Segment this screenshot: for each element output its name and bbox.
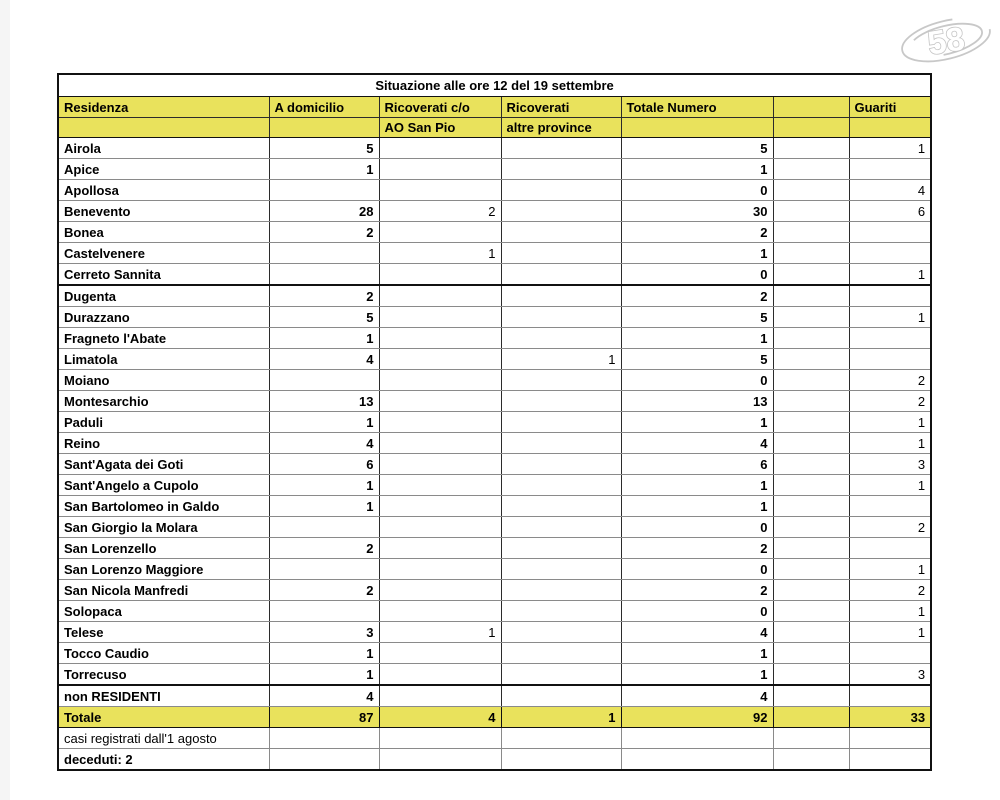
cell-residenza: Montesarchio: [58, 391, 269, 412]
cell-a-domicilio: 1: [269, 159, 379, 180]
col-header-ricoverati-altre: Ricoverati: [501, 97, 621, 118]
cell-guariti: [849, 538, 931, 559]
cell-ricoverati-altre: [501, 538, 621, 559]
cell-ricoverati-altre: [501, 285, 621, 307]
col-header-totale-numero: Totale Numero: [621, 97, 773, 118]
total-guariti: 33: [849, 707, 931, 728]
cell-totale-numero: 4: [621, 433, 773, 454]
footer-empty-cell: [379, 749, 501, 771]
cell-a-domicilio: [269, 180, 379, 201]
cell-empty: [773, 307, 849, 328]
cell-ricoverati-altre: [501, 307, 621, 328]
table-row: [58, 180, 931, 201]
cell-empty: [773, 285, 849, 307]
footer-empty-cell: [269, 728, 379, 749]
cell-empty: [773, 222, 849, 243]
cell-a-domicilio: 1: [269, 328, 379, 349]
cell-a-domicilio: 1: [269, 412, 379, 433]
cell-ricoverati-sanpio: [379, 285, 501, 307]
cell-ricoverati-altre: [501, 643, 621, 664]
cell-guariti: [849, 222, 931, 243]
total-row: [58, 707, 931, 728]
cell-totale-numero: 1: [621, 159, 773, 180]
cell-ricoverati-sanpio: 1: [379, 622, 501, 643]
cell-guariti: 1: [849, 433, 931, 454]
table-row: [58, 643, 931, 664]
cell-ricoverati-sanpio: [379, 664, 501, 686]
table-row: [58, 138, 931, 159]
cell-ricoverati-altre: [501, 159, 621, 180]
cell-empty: [773, 370, 849, 391]
table-head-section: [58, 74, 931, 138]
total-totale-numero: 92: [621, 707, 773, 728]
cell-residenza: Sant'Angelo a Cupolo: [58, 475, 269, 496]
cell-ricoverati-altre: [501, 264, 621, 286]
cell-empty: [773, 328, 849, 349]
table-row: [58, 685, 931, 707]
cell-ricoverati-sanpio: [379, 412, 501, 433]
table-row: [58, 580, 931, 601]
cell-guariti: 3: [849, 664, 931, 686]
cell-guariti: [849, 685, 931, 707]
cell-totale-numero: 5: [621, 307, 773, 328]
cell-residenza: Dugenta: [58, 285, 269, 307]
cell-empty: [773, 685, 849, 707]
table-title: Situazione alle ore 12 del 19 settembre: [58, 74, 931, 97]
col-header-guariti: Guariti: [849, 97, 931, 118]
cell-ricoverati-altre: [501, 201, 621, 222]
cell-ricoverati-sanpio: [379, 180, 501, 201]
cell-residenza: Benevento: [58, 201, 269, 222]
cell-totale-numero: 4: [621, 685, 773, 707]
cell-empty: [773, 264, 849, 286]
cell-empty: [773, 243, 849, 264]
cell-ricoverati-altre: [501, 138, 621, 159]
cell-guariti: 1: [849, 622, 931, 643]
cell-a-domicilio: [269, 370, 379, 391]
cell-totale-numero: 1: [621, 412, 773, 433]
cell-guariti: [849, 159, 931, 180]
cell-residenza: San Lorenzo Maggiore: [58, 559, 269, 580]
footer-note-deceduti: deceduti: 2: [58, 749, 269, 771]
cell-a-domicilio: 2: [269, 538, 379, 559]
cell-ricoverati-altre: [501, 559, 621, 580]
cell-ricoverati-altre: [501, 222, 621, 243]
cell-empty: [773, 559, 849, 580]
table-row: [58, 349, 931, 370]
cell-empty: [773, 159, 849, 180]
footer-empty-cell: [849, 728, 931, 749]
cell-empty: [773, 475, 849, 496]
cell-ricoverati-sanpio: [379, 601, 501, 622]
cell-guariti: 1: [849, 307, 931, 328]
cell-a-domicilio: [269, 559, 379, 580]
table-row: [58, 538, 931, 559]
logo-58-text: 58: [925, 19, 968, 62]
cell-residenza: San Lorenzello: [58, 538, 269, 559]
cell-totale-numero: 0: [621, 601, 773, 622]
table-row: [58, 454, 931, 475]
cell-empty: [773, 412, 849, 433]
cell-ricoverati-sanpio: [379, 538, 501, 559]
situation-table-container: [57, 73, 932, 771]
cell-guariti: 4: [849, 180, 931, 201]
cell-a-domicilio: 28: [269, 201, 379, 222]
cell-residenza: Airola: [58, 138, 269, 159]
cell-guariti: 1: [849, 412, 931, 433]
cell-totale-numero: 13: [621, 391, 773, 412]
cell-totale-numero: 2: [621, 538, 773, 559]
cell-ricoverati-altre: [501, 517, 621, 538]
title-row: [58, 74, 931, 97]
cell-a-domicilio: [269, 243, 379, 264]
cell-ricoverati-sanpio: [379, 159, 501, 180]
cell-totale-numero: 1: [621, 328, 773, 349]
total-ricoverati-sanpio: 4: [379, 707, 501, 728]
table-row: [58, 307, 931, 328]
table-total-section: [58, 707, 931, 771]
cell-empty: [773, 454, 849, 475]
table-row: [58, 328, 931, 349]
cell-empty: [773, 538, 849, 559]
cell-ricoverati-altre: [501, 475, 621, 496]
table-row: [58, 412, 931, 433]
cell-guariti: [849, 496, 931, 517]
subheader-a-domicilio: [269, 118, 379, 138]
cell-totale-numero: 2: [621, 222, 773, 243]
page-left-margin-strip: [0, 0, 10, 800]
table-row: [58, 559, 931, 580]
cell-totale-numero: 0: [621, 517, 773, 538]
cell-a-domicilio: [269, 517, 379, 538]
cell-guariti: 2: [849, 370, 931, 391]
cell-totale-numero: 1: [621, 643, 773, 664]
cell-residenza: Torrecuso: [58, 664, 269, 686]
cell-ricoverati-altre: [501, 370, 621, 391]
header-row-2: [58, 118, 931, 138]
cell-guariti: 1: [849, 475, 931, 496]
total-label: Totale: [58, 707, 269, 728]
cell-residenza: Moiano: [58, 370, 269, 391]
cell-totale-numero: 1: [621, 664, 773, 686]
cell-guariti: [849, 285, 931, 307]
cell-totale-numero: 2: [621, 580, 773, 601]
cell-ricoverati-sanpio: [379, 559, 501, 580]
cell-ricoverati-sanpio: [379, 138, 501, 159]
cell-a-domicilio: 1: [269, 664, 379, 686]
subheader-residenza: [58, 118, 269, 138]
cell-totale-numero: 4: [621, 622, 773, 643]
cell-totale-numero: 0: [621, 370, 773, 391]
cell-residenza: Durazzano: [58, 307, 269, 328]
cell-a-domicilio: [269, 264, 379, 286]
cell-residenza: Castelvenere: [58, 243, 269, 264]
cell-a-domicilio: 2: [269, 580, 379, 601]
cell-residenza: Telese: [58, 622, 269, 643]
cell-totale-numero: 0: [621, 180, 773, 201]
cell-empty: [773, 391, 849, 412]
cell-guariti: 1: [849, 138, 931, 159]
cell-residenza: Sant'Agata dei Goti: [58, 454, 269, 475]
cell-guariti: 1: [849, 559, 931, 580]
footer-row-casi-registrati: [58, 728, 931, 749]
cell-guariti: [849, 349, 931, 370]
cell-totale-numero: 6: [621, 454, 773, 475]
cell-a-domicilio: 1: [269, 496, 379, 517]
cell-ricoverati-altre: [501, 180, 621, 201]
cell-ricoverati-altre: [501, 664, 621, 686]
cell-residenza: Bonea: [58, 222, 269, 243]
covid-situation-table: [57, 73, 932, 771]
cell-empty: [773, 433, 849, 454]
cell-ricoverati-sanpio: [379, 517, 501, 538]
cell-totale-numero: 1: [621, 496, 773, 517]
cell-empty: [773, 622, 849, 643]
table-row: [58, 601, 931, 622]
cell-guariti: [849, 643, 931, 664]
cell-ricoverati-altre: [501, 601, 621, 622]
subheader-empty: [773, 118, 849, 138]
cell-ricoverati-sanpio: [379, 328, 501, 349]
cell-ricoverati-sanpio: [379, 222, 501, 243]
cell-a-domicilio: [269, 601, 379, 622]
cell-totale-numero: 5: [621, 349, 773, 370]
cell-ricoverati-sanpio: [379, 264, 501, 286]
total-empty-cell: [773, 707, 849, 728]
footer-empty-cell: [501, 749, 621, 771]
cell-ricoverati-altre: [501, 622, 621, 643]
table-row: [58, 517, 931, 538]
cell-residenza: non RESIDENTI: [58, 685, 269, 707]
cell-residenza: Cerreto Sannita: [58, 264, 269, 286]
cell-empty: [773, 201, 849, 222]
table-row: [58, 222, 931, 243]
cell-guariti: [849, 328, 931, 349]
cell-a-domicilio: 2: [269, 222, 379, 243]
cell-guariti: 1: [849, 264, 931, 286]
cell-a-domicilio: 2: [269, 285, 379, 307]
cell-ricoverati-altre: [501, 580, 621, 601]
cell-a-domicilio: 5: [269, 138, 379, 159]
cell-ricoverati-sanpio: [379, 685, 501, 707]
table-row: [58, 496, 931, 517]
cell-ricoverati-sanpio: 1: [379, 243, 501, 264]
cell-residenza: Fragneto l'Abate: [58, 328, 269, 349]
cell-ricoverati-altre: [501, 391, 621, 412]
footer-row-deceduti: [58, 749, 931, 771]
cell-totale-numero: 1: [621, 243, 773, 264]
cell-a-domicilio: 1: [269, 643, 379, 664]
table-row: [58, 664, 931, 686]
footer-empty-cell: [773, 728, 849, 749]
cell-ricoverati-altre: [501, 243, 621, 264]
cell-ricoverati-sanpio: [379, 454, 501, 475]
cell-residenza: Apollosa: [58, 180, 269, 201]
cell-residenza: Solopaca: [58, 601, 269, 622]
cell-ricoverati-altre: [501, 496, 621, 517]
total-ricoverati-altre: 1: [501, 707, 621, 728]
cell-ricoverati-sanpio: 2: [379, 201, 501, 222]
cell-totale-numero: 1: [621, 475, 773, 496]
cell-ricoverati-sanpio: [379, 370, 501, 391]
col-header-a-domicilio: A domicilio: [269, 97, 379, 118]
cell-guariti: [849, 243, 931, 264]
cell-ricoverati-sanpio: [379, 580, 501, 601]
cell-guariti: 3: [849, 454, 931, 475]
cell-totale-numero: 0: [621, 559, 773, 580]
cell-ricoverati-sanpio: [379, 496, 501, 517]
cell-residenza: Limatola: [58, 349, 269, 370]
cell-totale-numero: 30: [621, 201, 773, 222]
table-row: [58, 370, 931, 391]
table-body: [58, 138, 931, 707]
cell-ricoverati-sanpio: [379, 475, 501, 496]
cell-guariti: 2: [849, 391, 931, 412]
cell-ricoverati-sanpio: [379, 307, 501, 328]
subheader-altre-province: altre province: [501, 118, 621, 138]
footer-empty-cell: [773, 749, 849, 771]
cell-guariti: 2: [849, 580, 931, 601]
table-row: [58, 622, 931, 643]
cell-totale-numero: 2: [621, 285, 773, 307]
cell-empty: [773, 517, 849, 538]
cell-a-domicilio: 13: [269, 391, 379, 412]
footer-empty-cell: [849, 749, 931, 771]
cell-a-domicilio: 4: [269, 685, 379, 707]
cell-guariti: 1: [849, 601, 931, 622]
footer-empty-cell: [269, 749, 379, 771]
cell-residenza: San Giorgio la Molara: [58, 517, 269, 538]
cell-ricoverati-altre: [501, 412, 621, 433]
table-row: [58, 264, 931, 286]
total-a-domicilio: 87: [269, 707, 379, 728]
cell-guariti: 2: [849, 517, 931, 538]
subheader-guariti: [849, 118, 931, 138]
table-row: [58, 201, 931, 222]
cell-totale-numero: 0: [621, 264, 773, 286]
cell-a-domicilio: 1: [269, 475, 379, 496]
cell-empty: [773, 601, 849, 622]
cell-a-domicilio: 3: [269, 622, 379, 643]
cell-a-domicilio: 5: [269, 307, 379, 328]
cell-ricoverati-altre: 1: [501, 349, 621, 370]
footer-empty-cell: [379, 728, 501, 749]
cell-ricoverati-altre: [501, 685, 621, 707]
cell-ricoverati-sanpio: [379, 433, 501, 454]
cell-residenza: San Bartolomeo in Galdo: [58, 496, 269, 517]
cell-a-domicilio: 6: [269, 454, 379, 475]
footer-note-casi-registrati: casi registrati dall'1 agosto: [58, 728, 269, 749]
table-row: [58, 159, 931, 180]
channel-58-watermark-logo: [896, 4, 996, 74]
table-row: [58, 391, 931, 412]
table-row: [58, 475, 931, 496]
cell-ricoverati-sanpio: [379, 391, 501, 412]
footer-empty-cell: [621, 728, 773, 749]
cell-residenza: Paduli: [58, 412, 269, 433]
cell-empty: [773, 664, 849, 686]
cell-residenza: Tocco Caudio: [58, 643, 269, 664]
cell-empty: [773, 180, 849, 201]
footer-empty-cell: [501, 728, 621, 749]
cell-empty: [773, 643, 849, 664]
table-row: [58, 433, 931, 454]
cell-ricoverati-altre: [501, 454, 621, 475]
cell-guariti: 6: [849, 201, 931, 222]
table-row: [58, 285, 931, 307]
subheader-ao-san-pio: AO San Pio: [379, 118, 501, 138]
subheader-totale: [621, 118, 773, 138]
cell-ricoverati-sanpio: [379, 349, 501, 370]
col-header-ricoverati-sanpio: Ricoverati c/o: [379, 97, 501, 118]
cell-empty: [773, 349, 849, 370]
cell-ricoverati-altre: [501, 328, 621, 349]
footer-empty-cell: [621, 749, 773, 771]
cell-residenza: San Nicola Manfredi: [58, 580, 269, 601]
cell-a-domicilio: 4: [269, 433, 379, 454]
header-row-1: [58, 97, 931, 118]
table-row: [58, 243, 931, 264]
cell-empty: [773, 580, 849, 601]
col-header-residenza: Residenza: [58, 97, 269, 118]
cell-residenza: Reino: [58, 433, 269, 454]
cell-empty: [773, 138, 849, 159]
cell-empty: [773, 496, 849, 517]
cell-residenza: Apice: [58, 159, 269, 180]
cell-totale-numero: 5: [621, 138, 773, 159]
cell-ricoverati-altre: [501, 433, 621, 454]
col-header-empty: [773, 97, 849, 118]
cell-ricoverati-sanpio: [379, 643, 501, 664]
cell-a-domicilio: 4: [269, 349, 379, 370]
